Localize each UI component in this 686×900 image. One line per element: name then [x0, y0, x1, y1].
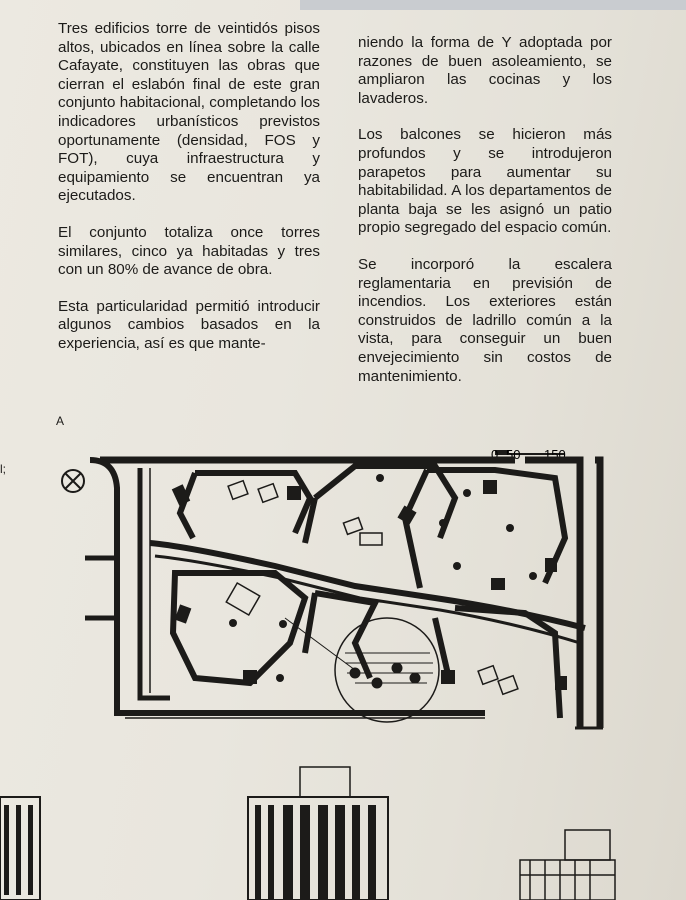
elevation-right — [520, 830, 615, 900]
text-column-left — [58, 20, 320, 372]
text-column-right — [358, 34, 612, 404]
elevation-center — [248, 767, 388, 900]
paragraph-3: Esta particularidad permitió introducir algunos cambios basados en la experiencia, así es que mante- — [58, 297, 320, 352]
elevation-left — [0, 797, 40, 900]
site-plan — [55, 438, 625, 738]
paragraph-2: El conjunto totaliza once torres similares, cinco ya habitadas y tres con un 80% de avance de obra. — [58, 223, 320, 279]
north-arrow-icon — [62, 470, 84, 492]
scale-label-150: 150 — [544, 447, 566, 462]
paragraph-6: Se incorporó la escalera reglamentaria en previsión de incendios. Los exteriores están construidos de ladrillo común a la vista, para conseguir un buen envejecimiento sin costos de mantenimiento. — [358, 255, 612, 385]
paragraph-1: Tres edificios torre de veintidós pisos altos, ubicados en línea sobre la calle Cafayate, constituyen las obras que cierran el eslabón final de este gran conjunto habitacional, completando los indicadores urbanísticos previstos oportunamente (densidad, FOS y FOT), cuya infraestructura y equipamiento se encuentran ya ejecutados. — [58, 20, 320, 205]
tower-footprints — [172, 480, 567, 690]
paragraph-4: niendo la forma de Y adoptada por razones de buen asoleamiento, se ampliaron las cocinas y los lavaderos. — [358, 34, 612, 107]
scale-label-50: 50 — [506, 447, 521, 462]
margin-mark: l; — [0, 462, 6, 476]
background-strip — [300, 0, 686, 10]
central-avenue — [150, 543, 585, 643]
tower-elevations — [0, 765, 686, 900]
figure-label: A — [56, 414, 65, 428]
paragraph-5: Los balcones se hicieron más profundos y se introdujeron parapetos para aumentar su habitabilidad. A los departamentos de planta baja se les asignó un patio propio segregado del espacio común. — [358, 126, 612, 237]
scale-label-0: 0 — [491, 447, 499, 462]
